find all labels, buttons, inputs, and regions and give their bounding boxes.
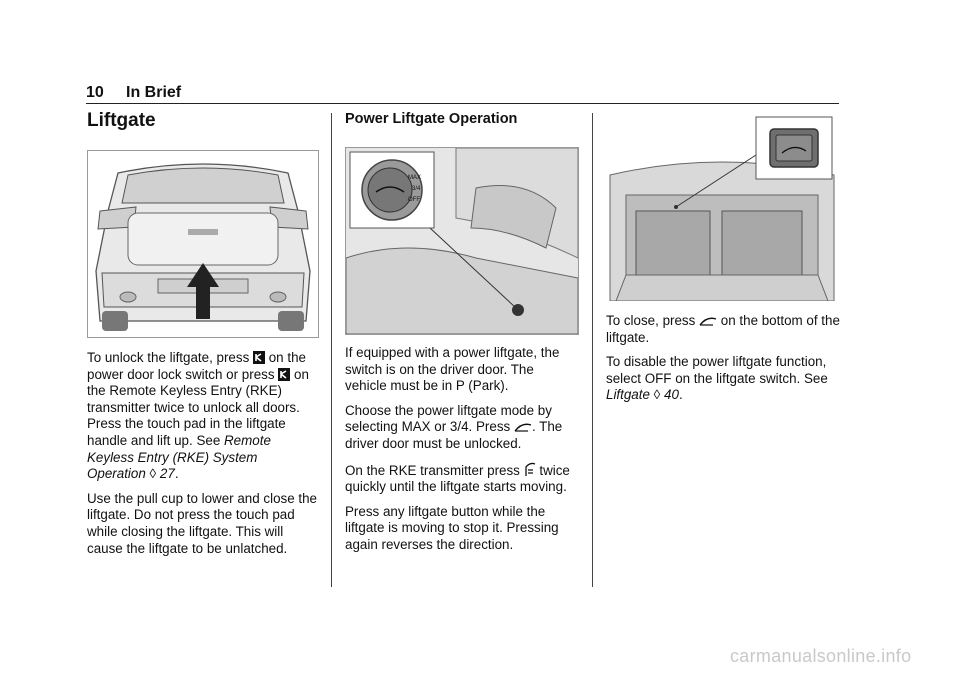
open-liftgate-illustration bbox=[606, 115, 838, 301]
unlock-icon bbox=[278, 368, 290, 381]
driver-door-illustration bbox=[345, 147, 579, 335]
rke-link[interactable]: Remote Keyless Entry (RKE) System Operation bbox=[87, 432, 271, 482]
liftgate-page-ref[interactable]: 40 bbox=[664, 387, 679, 403]
close-liftgate-paragraph: To close, press on the bottom of the liftgate. bbox=[606, 313, 840, 345]
power-liftgate-heading: Power Liftgate Operation bbox=[345, 111, 518, 127]
rke-transmitter-paragraph: On the RKE transmitter press twice quickly until the liftgate starts moving. bbox=[345, 462, 570, 495]
switch-label-three-quarter: 3/4 bbox=[412, 186, 421, 192]
page-header bbox=[86, 83, 839, 104]
stop-reverse-paragraph: Press any liftgate button while the liftgate is moving to stop it. Pressing again reverses the direction. bbox=[345, 503, 559, 552]
rear-vehicle-illustration bbox=[87, 150, 319, 338]
rke-liftgate-icon bbox=[524, 461, 536, 477]
column-divider bbox=[331, 113, 332, 587]
disable-liftgate-paragraph: To disable the power liftgate function, select OFF on the liftgate switch. See Liftgate ◊ 40. bbox=[606, 354, 828, 403]
page-ref-symbol: ◊ bbox=[149, 466, 157, 482]
switch-label-off: OFF bbox=[408, 197, 420, 203]
column-divider bbox=[592, 113, 593, 587]
section-title: In Brief bbox=[126, 84, 182, 101]
liftgate-close-icon bbox=[699, 315, 717, 327]
switch-label-max: MAX bbox=[408, 175, 422, 181]
unlock-icon bbox=[253, 351, 265, 364]
power-liftgate-mode-paragraph: Choose the power liftgate mode by selecting MAX or 3/4. Press . The driver door must be unlocked. bbox=[345, 402, 563, 451]
page-ref-symbol: ◊ bbox=[653, 387, 661, 403]
page-number: 10 bbox=[86, 84, 104, 101]
power-liftgate-equipped-paragraph: If equipped with a power liftgate, the switch is on the driver door. The vehicle must be in P (Park). bbox=[345, 345, 560, 394]
liftgate-unlock-paragraph: To unlock the liftgate, press on the power door lock switch or press on the Remote Keyless Entry (RKE) transmitter twice to unlock all doors. Press the touch pad in the liftgate handle and lift up. See Remote Keyless Entry (RKE) System Operation ◊ 27. bbox=[87, 350, 309, 482]
column-close-liftgate bbox=[606, 110, 840, 412]
liftgate-heading: Liftgate bbox=[87, 110, 156, 131]
watermark: carmanualsonline.info bbox=[730, 646, 912, 666]
liftgate-close-paragraph: Use the pull cup to lower and close the liftgate. Do not press the touch pad while closing the liftgate. This will cause the liftgate to be unlatched. bbox=[87, 490, 318, 556]
rke-page-ref[interactable]: 27 bbox=[159, 466, 175, 482]
column-liftgate bbox=[87, 110, 319, 565]
liftgate-link[interactable]: Liftgate bbox=[606, 387, 650, 403]
column-power-liftgate bbox=[345, 110, 579, 562]
liftgate-icon bbox=[514, 421, 532, 433]
